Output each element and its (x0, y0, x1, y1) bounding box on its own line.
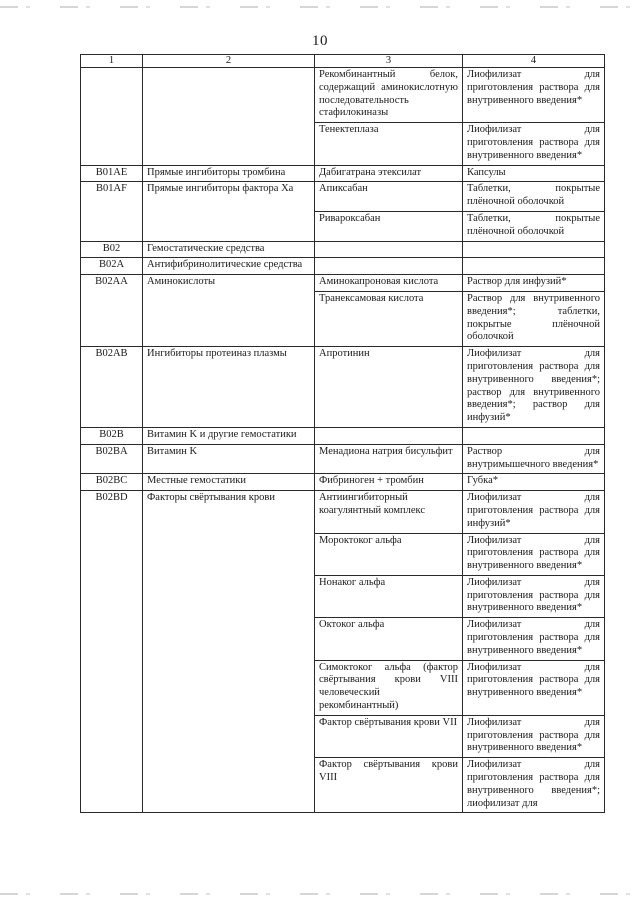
group-name-cell: Витамин K и другие гемостатики (143, 427, 315, 444)
atc-code-cell: B02B (81, 427, 143, 444)
group-name-cell (143, 68, 315, 166)
group-name-cell: Аминокислоты (143, 275, 315, 347)
table-row (81, 275, 605, 292)
atc-code-cell: B02AB (81, 347, 143, 428)
scan-edge-top (0, 6, 640, 8)
drug-name-cell: Ривароксабан (315, 211, 463, 241)
atc-code-cell: B02BC (81, 474, 143, 491)
drug-name-cell: Аминокапроновая кислота (315, 275, 463, 292)
dosage-form-cell: Таблетки, покрытые плёночной оболочкой (463, 182, 605, 212)
table-row (81, 444, 605, 474)
dosage-form-cell: Лиофилизат для приготовления раствора для внутривенного введения*; лиофилизат для (463, 758, 605, 813)
table-row (81, 427, 605, 444)
dosage-form-cell: Лиофилизат для приготовления раствора для внутривенного введения* (463, 533, 605, 575)
group-name-cell: Прямые ингибиторы фактора Xa (143, 182, 315, 241)
group-name-cell: Местные гемостатики (143, 474, 315, 491)
atc-code-cell: B02BA (81, 444, 143, 474)
table-row (81, 491, 605, 533)
drug-name-cell: Апиксабан (315, 182, 463, 212)
column-header: 2 (143, 55, 315, 68)
atc-code-cell: B02 (81, 241, 143, 258)
drug-name-cell: Дабигатрана этексилат (315, 165, 463, 182)
drug-name-cell: Менадиона натрия бисульфит (315, 444, 463, 474)
dosage-form-cell: Лиофилизат для приготовления раствора для внутривенного введения* (463, 575, 605, 617)
dosage-form-cell (463, 427, 605, 444)
table-row (81, 165, 605, 182)
atc-code-cell: B01AF (81, 182, 143, 241)
dosage-form-cell: Лиофилизат для приготовления раствора для инфузий* (463, 491, 605, 533)
atc-code-cell: B01AE (81, 165, 143, 182)
atc-code-cell: B02AA (81, 275, 143, 347)
table-row (81, 474, 605, 491)
column-header: 1 (81, 55, 143, 68)
table-row (81, 258, 605, 275)
dosage-form-cell: Лиофилизат для приготовления раствора для внутривенного введения* (463, 68, 605, 123)
drug-name-cell: Тенектеплаза (315, 123, 463, 165)
drug-name-cell (315, 241, 463, 258)
dosage-form-cell: Таблетки, покрытые плёночной оболочкой (463, 211, 605, 241)
dosage-form-cell: Капсулы (463, 165, 605, 182)
drug-name-cell (315, 258, 463, 275)
group-name-cell: Антифибринолитические средства (143, 258, 315, 275)
drug-name-cell: Октоког альфа (315, 618, 463, 660)
atc-code-cell: B02BD (81, 491, 143, 813)
table-row (81, 241, 605, 258)
atc-code-cell (81, 68, 143, 166)
group-name-cell: Ингибиторы протеиназ плазмы (143, 347, 315, 428)
column-header: 4 (463, 55, 605, 68)
column-header: 3 (315, 55, 463, 68)
drug-name-cell: Нонаког альфа (315, 575, 463, 617)
group-name-cell: Прямые ингибиторы тромбина (143, 165, 315, 182)
dosage-form-cell: Раствор для инфузий* (463, 275, 605, 292)
group-name-cell: Гемостатические средства (143, 241, 315, 258)
dosage-form-cell: Лиофилизат для приготовления раствора для внутривенного введения* (463, 715, 605, 757)
dosage-form-cell: Лиофилизат для приготовления раствора для внутривенного введения* (463, 123, 605, 165)
group-name-cell: Витамин K (143, 444, 315, 474)
scan-edge-bottom (0, 893, 640, 895)
dosage-form-cell (463, 258, 605, 275)
atc-code-cell: B02A (81, 258, 143, 275)
drug-name-cell: Фибриноген + тромбин (315, 474, 463, 491)
group-name-cell: Факторы свёртывания крови (143, 491, 315, 813)
drug-name-cell: Фактор свёртывания крови VIII (315, 758, 463, 813)
table-row (81, 68, 605, 123)
header-row (81, 55, 605, 68)
table-row (81, 182, 605, 212)
dosage-form-cell: Лиофилизат для приготовления раствора для внутривенного введения* (463, 618, 605, 660)
dosage-form-cell (463, 241, 605, 258)
drug-table (80, 54, 605, 813)
drug-name-cell: Мороктоког альфа (315, 533, 463, 575)
drug-name-cell: Апротинин (315, 347, 463, 428)
drug-name-cell: Фактор свёртывания крови VII (315, 715, 463, 757)
dosage-form-cell: Раствор для внутривенного введения*; таблетки, покрытые плёночной оболочкой (463, 291, 605, 346)
dosage-form-cell: Лиофилизат для приготовления раствора для внутривенного введения*; раствор для внутривенного введения*; раствор для инфузий* (463, 347, 605, 428)
dosage-form-cell: Раствор для внутримышечного введения* (463, 444, 605, 474)
table-body (81, 68, 605, 813)
page-number: 10 (312, 33, 328, 49)
table-row (81, 347, 605, 428)
drug-name-cell: Транексамовая кислота (315, 291, 463, 346)
drug-name-cell (315, 427, 463, 444)
dosage-form-cell: Лиофилизат для приготовления раствора для внутривенного введения* (463, 660, 605, 715)
drug-name-cell: Антиингибиторный коагулянтный комплекс (315, 491, 463, 533)
drug-name-cell: Симоктоког альфа (фактор свёртывания крови VIII человеческий рекомбинантный) (315, 660, 463, 715)
dosage-form-cell: Губка* (463, 474, 605, 491)
drug-name-cell: Рекомбинантный белок, содержащий аминокислотную последовательность стафилокиназы (315, 68, 463, 123)
